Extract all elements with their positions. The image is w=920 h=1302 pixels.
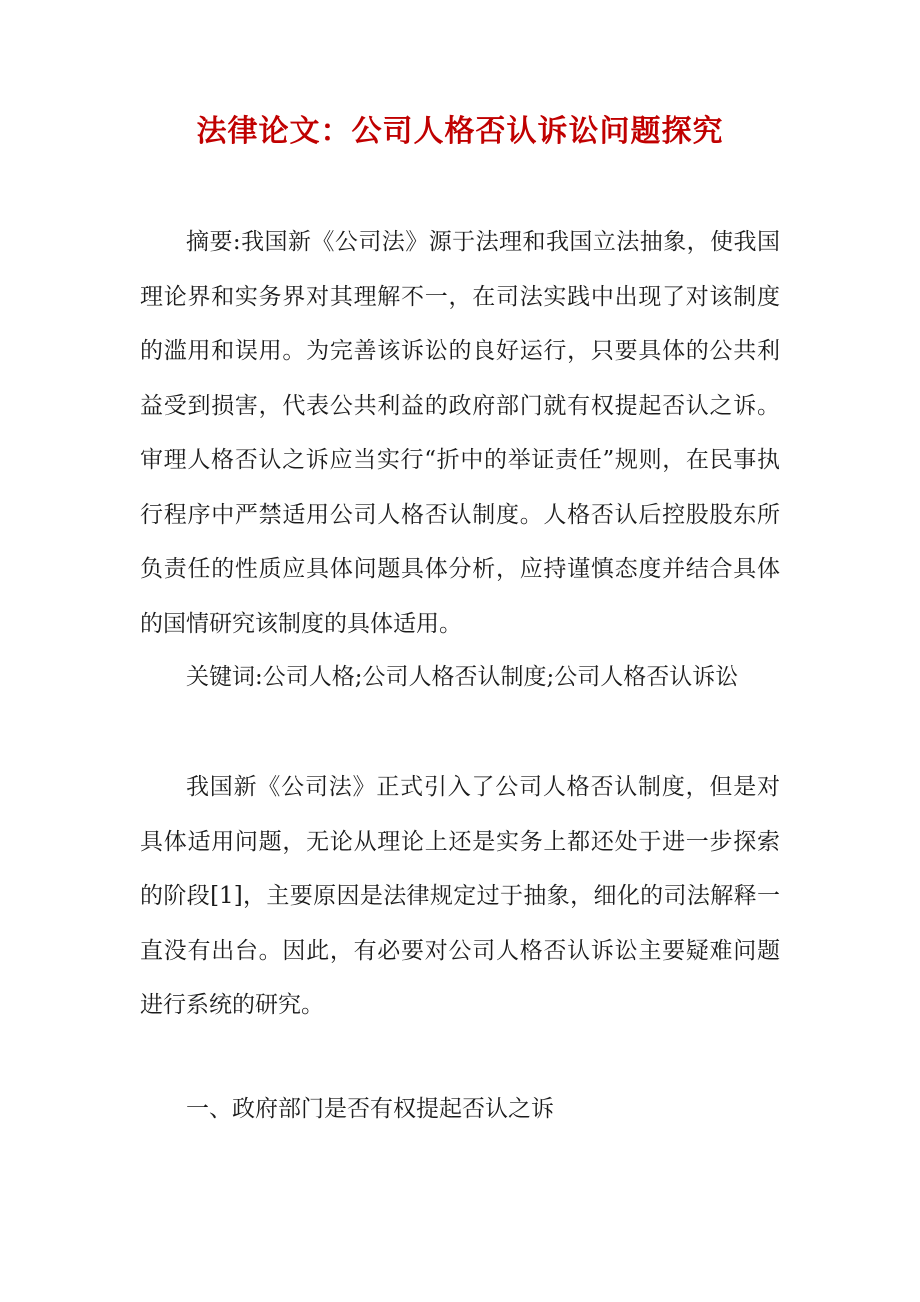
- section-heading-1: 一、政府部门是否有权提起否认之诉: [186, 1096, 554, 1122]
- document-title: 法律论文：公司人格否认诉讼问题探究: [196, 114, 724, 149]
- abstract-paragraph: 摘要:我国新《公司法》源于法理和我国立法抽象，使我国理论界和实务界对其理解不一，在司法实践中出现了对该制度的滥用和误用。为完善该诉讼的良好运行，只要具体的公共利益受到损害，代表公共利益的政府部门就有权提起否认之诉。审理人格否认之诉应当实行“折中的举证责任”规则，在民事执行程序中严禁适用公司人格否认制度。人格否认后控股股东所负责任的性质应具体问题具体分析，应持谨慎态度并结合具体的国情研究该制度的具体适用。: [140, 229, 780, 637]
- keywords-line: 关键词:公司人格;公司人格否认制度;公司人格否认诉讼: [186, 664, 739, 690]
- intro-paragraph: 我国新《公司法》正式引入了公司人格否认制度，但是对具体适用问题，无论从理论上还是实务上都还处于进一步探索的阶段[1]，主要原因是法律规定过于抽象，细化的司法解释一直没有出台。因此，有必要对公司人格否认诉讼主要疑难问题进行系统的研究。: [140, 774, 780, 1018]
